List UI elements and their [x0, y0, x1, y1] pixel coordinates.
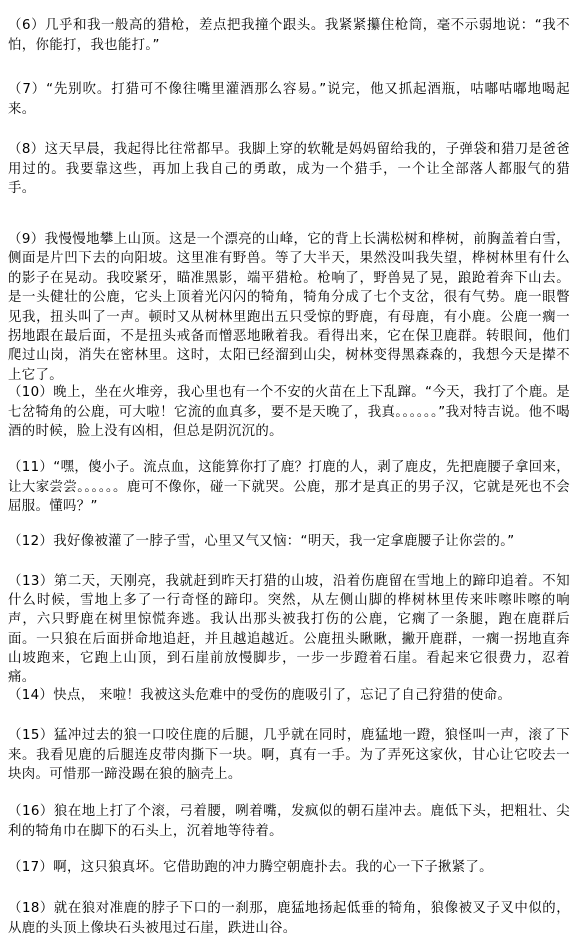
paragraph-17-text: （17）啊，这只狼真坏。它借助跑的冲力腾空朝鹿扑去。我的心一下子揪紧了。 — [8, 860, 493, 875]
paragraph-10 — [8, 383, 570, 442]
paragraph-6 — [8, 16, 570, 55]
paragraph-11-text: （11）“嘿，傻小子。流点血，这能算你打了鹿？打鹿的人，剥了鹿皮，先把鹿腰子拿回来，让大家尝尝。。。。。。鹿可不像你，碰一下就哭。公鹿，那才是真正的男子汉，它就是死也不会屈服。懂吗？” — [8, 460, 570, 515]
paragraph-16 — [8, 802, 570, 841]
paragraph-8-text: （8）这天早晨，我起得比往常都早。我脚上穿的软靴是妈妈留给我的，子弹袋和猎刀是爸爸用过的。我要靠这些，再加上我自己的勇敢，成为一个猎手，一个让全部落人都服气的猎手。 — [8, 142, 570, 197]
paragraph-10-text: （10）晚上，坐在火堆旁，我心里也有一个不安的火苗在上下乱蹿。“今天，我打了个鹿。是七岔犄角的公鹿，可大啦！它流的血真多，要不是天晚了，我真。。。。。。”我对特吉说。他不喝酒的时候，脸上没有凶相，但总是阴沉沉的。 — [8, 385, 570, 440]
paragraph-13 — [8, 572, 570, 687]
paragraph-9 — [8, 230, 570, 385]
paragraph-9-text: （9）我慢慢地攀上山顶。这是一个漂亮的山峰，它的背上长满松树和桦树，前胸盖着白雪，侧面是片凹下去的向阳坡。这里准有野兽。等了大半天，果然没叫我失望，桦树林里有什么的影子在晃动。我咬紧牙，瞄准黑影，端平猎枪。枪响了，野兽晃了晃，踉跄着奔下山去。是一头健壮的公鹿，它头上顶着光闪闪的犄角，犄角分成了七个支岔，很有气势。鹿一眼瞥见我，扭头叫了一声。顿时又从树林里跑出五只受惊的野鹿，有母鹿，有小鹿。公鹿一瘸一拐地跟在最后面，不是扭头戒备而憎恶地瞅着我。看得出来，它在保卫鹿群。转眼间，他们爬过山岗，消失在密林里。这时，太阳已经溜到山尖，树林变得黑森森的，我想今天是撵不上它了。 — [8, 232, 570, 383]
paragraph-14-text: （14）快点， 来啦！我被这头危难中的受伤的鹿吸引了，忘记了自己狩猎的使命。 — [8, 688, 512, 703]
paragraph-6-text: （6）几乎和我一般高的猎枪，差点把我撞个跟头。我紧紧攥住枪筒，毫不示弱地说：“我不怕，你能打，我也能打。” — [8, 18, 570, 53]
paragraph-7 — [8, 80, 570, 119]
paragraph-18 — [8, 899, 570, 938]
paragraph-12-text: （12）我好像被灌了一脖子雪，心里又气又恼：“明天，我一定拿鹿腰子让你尝的。” — [8, 534, 515, 549]
paragraph-7-text: （7）“先别吹。打猎可不像往嘴里灌酒那么容易。”说完，他又抓起酒瓶，咕嘟咕嘟地喝起来。 — [8, 82, 570, 117]
paragraph-15 — [8, 726, 570, 785]
paragraph-13-text: （13）第二天，天刚亮，我就赶到昨天打猎的山坡，沿着伤鹿留在雪地上的蹄印追着。不知什么时候，雪地上多了一行奇怪的蹄印。突然，从左侧山脚的桦树林里传来咔嚓咔嚓的响声，六只野鹿在树里惊慌奔逃。我认出那头被我打伤的公鹿，它瘸了一条腿，跑在鹿群后面。一只狼在后面拼命地追赶，并且越追越近。公鹿扭头瞅瞅，撇开鹿群，一瘸一拐地直奔山坡跑来，它跑上山顶，到石崖前放慢脚步，一步一步蹬着石崖。看起来它很费力，忍着痛。 — [8, 574, 570, 686]
paragraph-12 — [8, 532, 570, 552]
paragraph-11 — [8, 458, 570, 517]
paragraph-14 — [8, 686, 570, 706]
paragraph-18-text: （18）就在狼对准鹿的脖子下口的一刹那，鹿猛地扬起低垂的犄角，狼像被叉子叉中似的，从鹿的头顶上像块石头被甩过石崖，跌进山谷。 — [8, 901, 570, 936]
paragraph-15-text: （15）猛冲过去的狼一口咬住鹿的后腿，几乎就在同时，鹿猛地一蹬，狼怪叫一声，滚了下来。我看见鹿的后腿连皮带肉撕下一块。啊，真有一手。为了弄死这家伙，甘心让它咬去一块肉。可惜那一蹄没踢在狼的脑壳上。 — [8, 728, 570, 783]
paragraph-8 — [8, 140, 570, 199]
paragraph-16-text: （16）狼在地上打了个滚，弓着腰，咧着嘴，发疯似的朝石崖冲去。鹿低下头，把粗壮、尖利的犄角巾在脚下的石头上，沉着地等待着。 — [8, 804, 570, 839]
paragraph-17 — [8, 858, 570, 878]
